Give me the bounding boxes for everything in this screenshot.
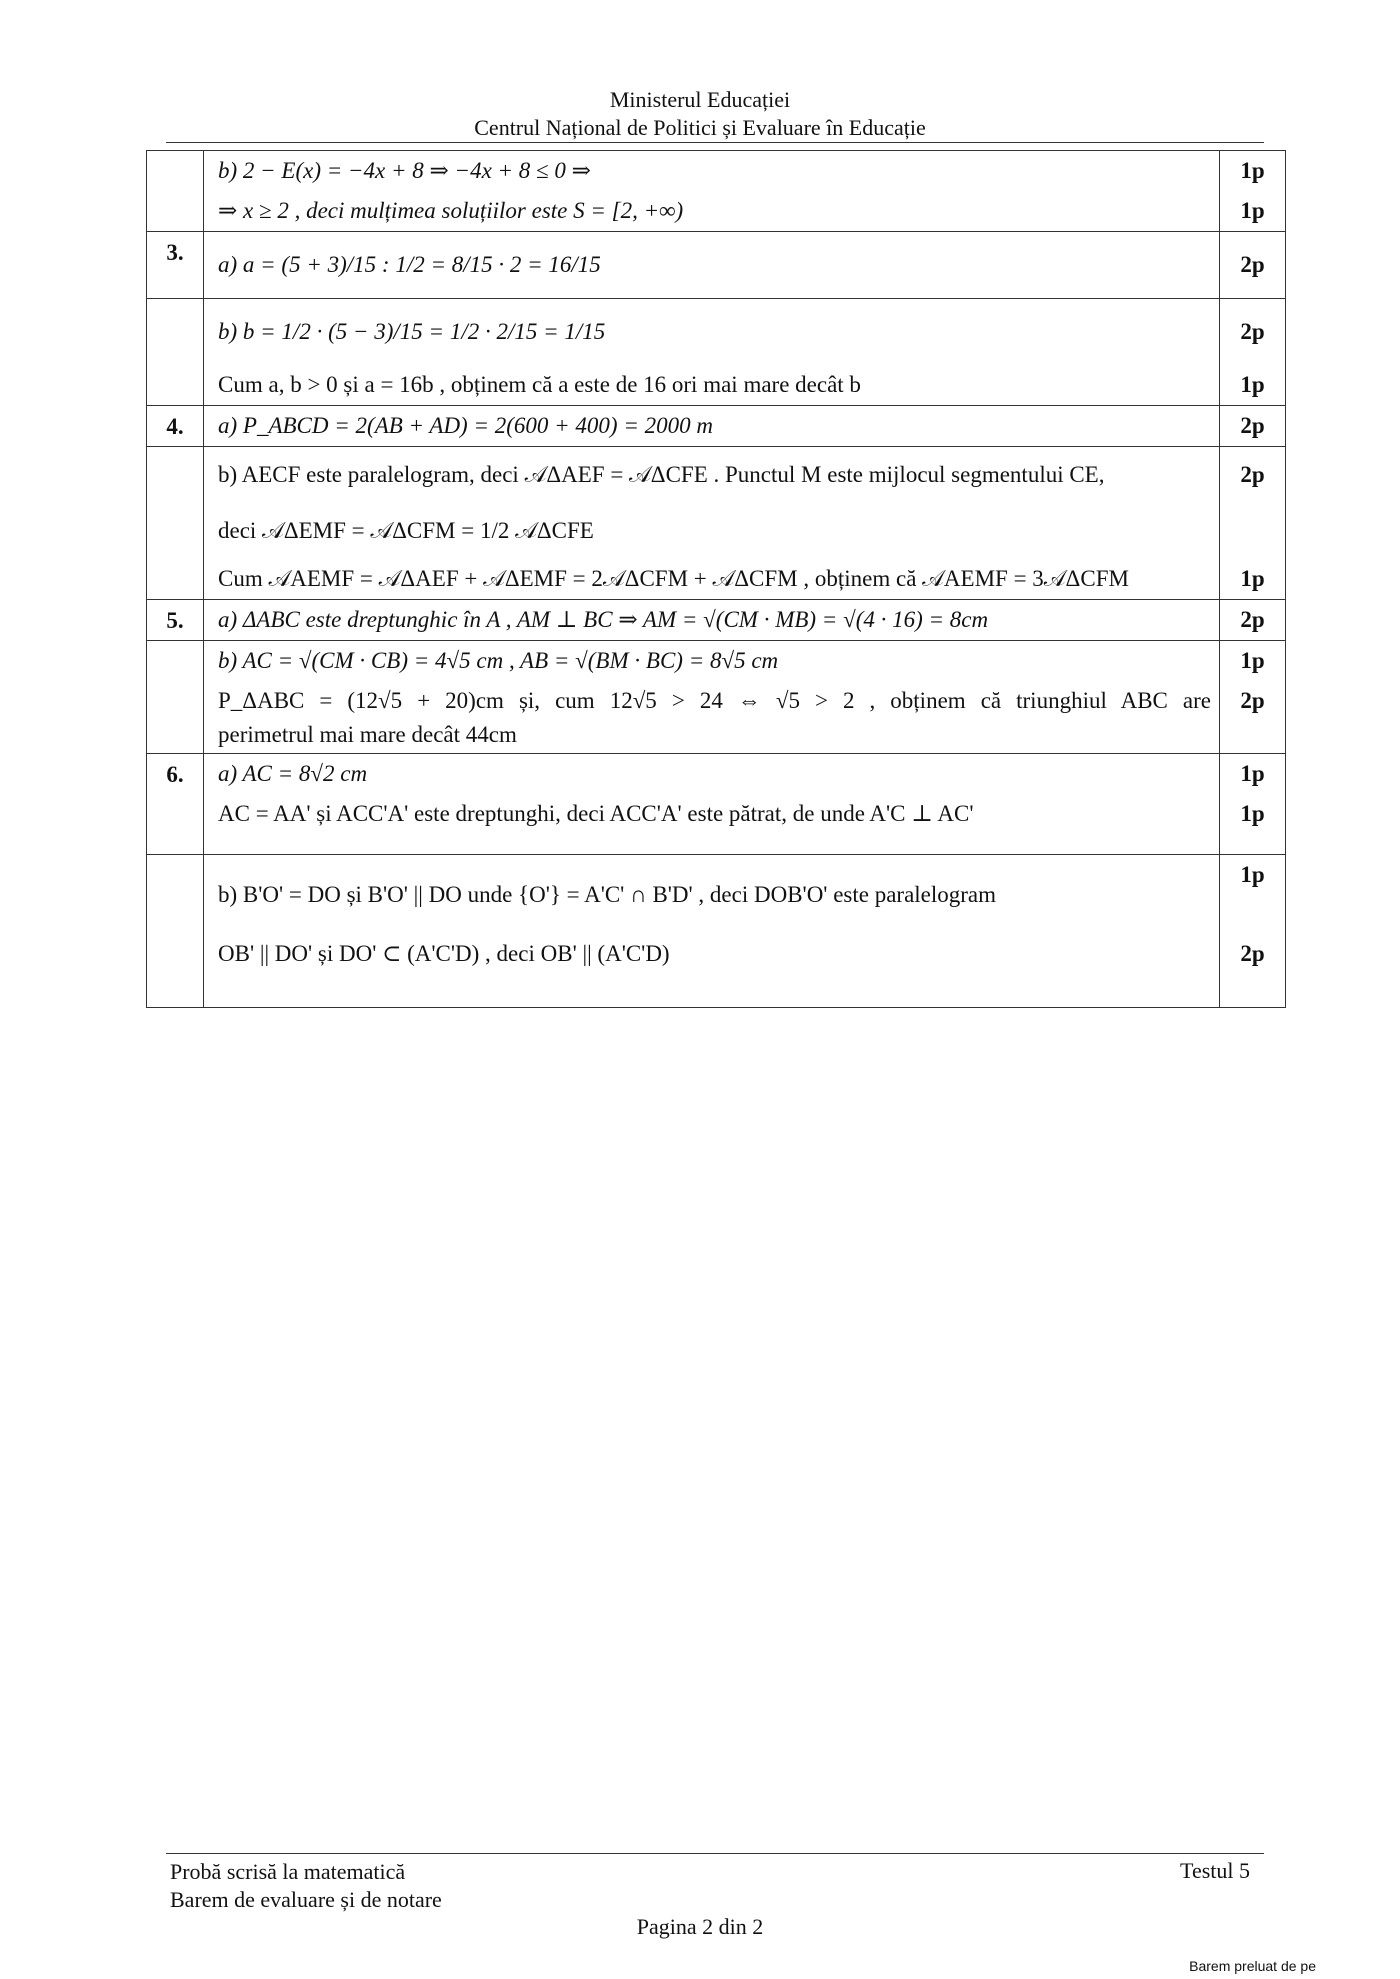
table-row: [147, 855, 1286, 1008]
row-spacer: [204, 834, 1219, 854]
footer-test-number: Testul 5: [1180, 1858, 1250, 1883]
points-value: 1p: [1240, 566, 1265, 591]
solution-cell: [204, 641, 1220, 754]
footer-exam-name: Probă scrisă la matematică: [170, 1859, 406, 1884]
points-value: 2p: [1240, 941, 1265, 966]
solution-cell: [204, 447, 1220, 600]
item-number: 6.: [147, 754, 204, 855]
solution-line: deci 𝒜ΔEMF = 𝒜ΔCFM = 1/2 𝒜ΔCFE: [218, 518, 594, 543]
row-spacer: [204, 987, 1219, 1007]
item-number: [147, 299, 204, 406]
solution-line: b) B'O' = DO și B'O' || DO unde {O'} = A'C' ∩ B'D' , deci DOB'O' este paralelogram: [218, 882, 997, 907]
points-value: 1p: [1240, 648, 1265, 673]
solution-line: b) AC = √(CM · CB) = 4√5 cm , AB = √(BM · BC) = 8√5 cm: [218, 648, 779, 673]
solution-line: perimetrul mai mare decât 44cm: [218, 722, 517, 747]
solution-line: Cum a, b > 0 și a = 16b , obținem că a este de 16 ori mai mare decât b: [218, 372, 861, 397]
solution-cell: [204, 151, 1220, 232]
points-value: 2p: [1240, 688, 1265, 713]
points-cell: [1220, 151, 1286, 232]
points-value: 2p: [1240, 462, 1265, 487]
page-header: [0, 86, 1400, 142]
table-row: [147, 406, 1286, 447]
item-number: 3.: [147, 232, 204, 299]
solution-cell: [204, 232, 1220, 299]
points-value: 1p: [1240, 158, 1265, 183]
item-number: [147, 855, 204, 1008]
points-value: 1p: [1240, 761, 1265, 786]
source-note: Barem preluat de pe: [1189, 1958, 1316, 1974]
solution-line: Cum 𝒜AEMF = 𝒜ΔAEF + 𝒜ΔEMF = 2𝒜ΔCFM + 𝒜ΔCFM , obținem că 𝒜AEMF = 3𝒜ΔCFM: [218, 566, 1129, 591]
table-row: [147, 754, 1286, 855]
table-row: [147, 151, 1286, 232]
footer-left: [170, 1858, 442, 1914]
solution-cell: [204, 754, 1220, 855]
header-divider: [166, 142, 1264, 143]
footer-divider: [166, 1853, 1264, 1854]
footer-barem-name: Barem de evaluare și de notare: [170, 1887, 442, 1912]
solution-cell: [204, 855, 1220, 1008]
solution-cell: [204, 600, 1220, 641]
solution-line: P_ΔABC = (12√5 + 20)cm și, cum 12√5 > 24 ⇔ √5 > 2 , obținem că triunghiul ABC are: [218, 688, 1211, 713]
grading-table: [146, 150, 1286, 1008]
solution-line: a) AC = 8√2 cm: [218, 761, 368, 786]
item-number: 5.: [147, 600, 204, 641]
points-cell: [1220, 232, 1286, 299]
points-value: [1220, 721, 1285, 753]
table-row: [147, 600, 1286, 641]
points-cell: [1220, 299, 1286, 406]
points-value: 2p: [1240, 607, 1265, 632]
item-number: 4.: [147, 406, 204, 447]
header-center: Centrul Național de Politici și Evaluare în Educație: [474, 115, 926, 140]
points-value: 1p: [1240, 372, 1265, 397]
points-value: 1p: [1240, 198, 1265, 223]
solution-line: a) P_ABCD = 2(AB + AD) = 2(600 + 400) = 2000 m: [218, 413, 713, 438]
table-row: [147, 299, 1286, 406]
points-value: [1220, 503, 1285, 559]
table-row: [147, 641, 1286, 754]
solution-line: a) a = (5 + 3)/15 : 1/2 = 8/15 · 2 = 16/15: [218, 252, 601, 277]
item-number: [147, 151, 204, 232]
solution-line: a) ΔABC este dreptunghic în A , AM ⊥ BC ⇒ AM = √(CM · MB) = √(4 · 16) = 8cm: [218, 607, 989, 632]
points-value: 2p: [1240, 319, 1265, 344]
header-ministry: Ministerul Educației: [609, 87, 791, 112]
solution-cell: [204, 299, 1220, 406]
solution-line: b) b = 1/2 · (5 − 3)/15 = 1/2 · 2/15 = 1/15: [218, 319, 606, 344]
points-cell: [1220, 600, 1286, 641]
solution-line: ⇒ x ≥ 2 , deci mulțimea soluțiilor este S = [2, +∞): [218, 198, 684, 223]
points-value: 2p: [1240, 413, 1265, 438]
points-cell: [1220, 406, 1286, 447]
points-value: 1p: [1240, 862, 1265, 887]
table-row: [147, 447, 1286, 600]
solution-line: b) AECF este paralelogram, deci 𝒜ΔAEF = 𝒜ΔCFE . Punctul M este mijlocul segmentului CE,: [218, 462, 1105, 487]
points-cell: [1220, 754, 1286, 855]
points-value: 1p: [1240, 801, 1265, 826]
points-cell: [1220, 641, 1286, 754]
points-value: 2p: [1240, 252, 1265, 277]
table-row: [147, 232, 1286, 299]
item-number: [147, 641, 204, 754]
item-number: [147, 447, 204, 600]
page-number: Pagina 2 din 2: [636, 1914, 764, 1939]
solution-line: OB' || DO' și DO' ⊂ (A'C'D) , deci OB' || (A'C'D): [218, 941, 670, 966]
solution-line: b) 2 − E(x) = −4x + 8 ⇒ −4x + 8 ≤ 0 ⇒: [218, 158, 591, 183]
solution-cell: [204, 406, 1220, 447]
points-cell: [1220, 447, 1286, 600]
solution-line: AC = AA' și ACC'A' este dreptunghi, deci ACC'A' este pătrat, de unde A'C ⊥ AC': [218, 801, 974, 826]
points-cell: [1220, 855, 1286, 1008]
